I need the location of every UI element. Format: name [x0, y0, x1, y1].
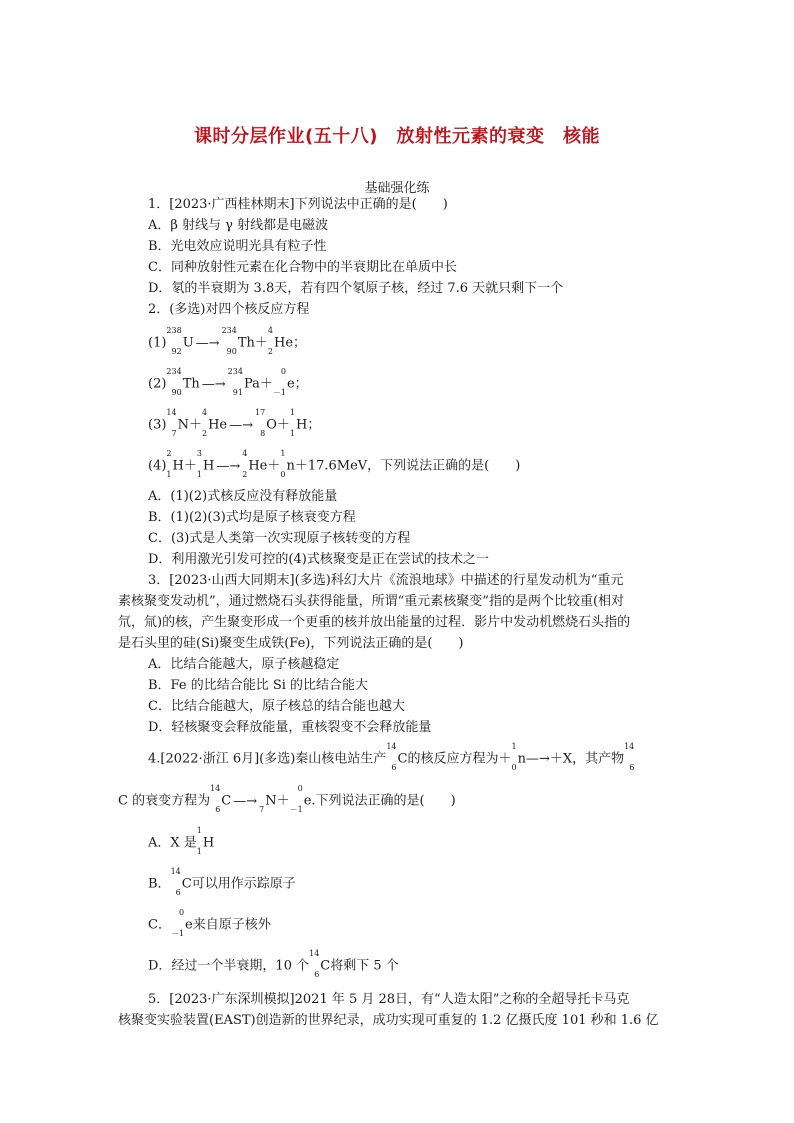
q1-option-d: D．氡的半衰期为 3.8天，若有四个氡原子核，经过 7.6 天就只剩下一个 — [148, 281, 564, 296]
nuclide: 238 92 U — [166, 326, 194, 356]
nuclide: 0 －1 e — [170, 908, 193, 938]
section-heading: 基础强化练 — [364, 181, 430, 196]
nuclide: 14 7 N — [166, 408, 189, 438]
nuclide: 234 90 Th — [221, 326, 255, 356]
nuclide: 4 2 He — [267, 326, 294, 356]
q2-option-a: A．(1)(2)式核反应没有释放能量 — [148, 489, 338, 504]
eq-label: (4) — [148, 458, 167, 474]
q3-option-c: C．比结合能越大，原子核总的结合能也越大 — [148, 699, 405, 714]
nuclide: 14 6 C — [210, 784, 232, 814]
q2-equation-2: (2) 234 90 Th —→ 234 91 Pa＋ 0 －1 e； — [148, 367, 308, 397]
q4-option-c: C． 0 －1 e来自原子核外 — [148, 908, 271, 938]
nuclide: 17 8 O — [255, 408, 277, 438]
nuclide: 4 2 He — [202, 408, 228, 438]
nuclide: 14 6 C — [170, 867, 192, 897]
eq-label: (1) — [148, 335, 167, 351]
eq-label: (3) — [148, 417, 167, 433]
q1-option-c: C．同种放射性元素在化合物中的半衰期比在单质中长 — [148, 260, 457, 275]
nuclide: 3 1 H — [196, 449, 215, 479]
reaction-arrow: —→ — [233, 793, 258, 809]
nuclide: 1 1 H — [196, 826, 215, 856]
q3-option-d: D．轻核聚变会释放能量，重核裂变不会释放能量 — [148, 720, 432, 735]
nuclide: 234 90 Th — [166, 367, 200, 397]
eq-label: (2) — [148, 376, 167, 392]
q4-option-b: B． 14 6 C可以用作示踪原子 — [148, 867, 296, 897]
q1-option-b: B．光电效应说明光具有粒子性 — [148, 239, 327, 254]
q2-equation-4: (4) 2 1 H＋ 3 1 H —→ 4 2 He＋ 1 0 n＋17.6MeV，下列说法正确的是( ) — [148, 449, 521, 479]
nuclide: 1 0 n — [280, 449, 295, 479]
q2-stem: 2．(多选)对四个核反应方程 — [148, 302, 310, 317]
q3-stem-line-4: 是石头里的硅(Si)聚变生成铁(Fe)，下列说法正确的是( ) — [118, 636, 464, 651]
nuclide: 234 91 Pa — [227, 367, 260, 397]
q5-stem-line-1: 5．[2023·广东深圳模拟]2021 年 5 月 28日，有“人造太阳”之称的全超导托卡马克 — [148, 992, 630, 1007]
reaction-arrow: —→ — [229, 417, 254, 433]
q2-option-d: D．利用激光引发可控的(4)式核聚变是正在尝试的技术之一 — [148, 552, 489, 567]
q1-option-a: A．β 射线与 γ 射线都是电磁波 — [148, 218, 329, 233]
q2-option-c: C．(3)式是人类第一次实现原子核转变的方程 — [148, 531, 411, 546]
q4-option-d: D．经过一个半衰期，10 个 14 6 C将剩下 5 个 — [148, 949, 399, 979]
nuclide: 7 N — [259, 793, 277, 814]
nuclide: 1 0 n — [511, 742, 526, 772]
page-title: 课时分层作业(五十八) 放射性元素的衰变 核能 — [194, 126, 600, 147]
q5-stem-line-2: 核聚变实验装置(EAST)创造新的世界纪录，成功实现可重复的 1.2 亿摄氏度 101 秒和 1.6 亿 — [118, 1013, 659, 1028]
reaction-arrow: —→ — [195, 335, 220, 351]
reaction-arrow: —→ — [201, 376, 226, 392]
q4-option-a: A．X 是 1 1 H — [148, 826, 215, 856]
nuclide: 1 1 H — [289, 408, 308, 438]
q2-equation-1: (1) 238 92 U —→ 234 90 Th＋ 4 2 He； — [148, 326, 307, 356]
q4-stem-line-2: C 的衰变方程为 14 6 C —→ 7 N＋ 0 －1 e.下列说法正确的是( ) — [118, 784, 456, 814]
q3-stem-line-3: 氘，氚)的核，产生聚变形成一个更重的核并放出能量的过程．影片中发动机燃烧石头指的 — [118, 615, 631, 630]
q4-stem-line-1: 4.[2022·浙江 6月](多选)秦山核电站生产 14 6 C的核反应方程为＋ 1 0 n—→＋X，其产物 14 6 — [148, 742, 635, 772]
nuclide: 14 6 — [624, 742, 635, 772]
q3-stem-line-1: 3．[2023·山西大同期末](多选)科幻大片《流浪地球》中描述的行星发动机为“重元 — [148, 573, 624, 588]
nuclide: 14 6 C — [386, 742, 408, 772]
q3-stem-line-2: 素核聚变发动机”，通过燃烧石头获得能量，所谓“重元素核聚变”指的是两个比较重(相对 — [118, 594, 625, 609]
q3-option-b: B．Fe 的比结合能比 Si 的比结合能大 — [148, 678, 369, 693]
nuclide: 4 2 He — [242, 449, 268, 479]
nuclide: 0 －1 e — [289, 784, 312, 814]
nuclide: 2 1 H — [166, 449, 184, 479]
q3-option-a: A．比结合能越大，原子核越稳定 — [148, 657, 340, 672]
q2-option-b: B．(1)(2)(3)式均是原子核衰变方程 — [148, 510, 356, 525]
nuclide: 0 －1 e — [272, 367, 295, 397]
nuclide: 14 6 C — [309, 949, 331, 979]
q2-equation-3: (3) 14 7 N＋ 4 2 He —→ 17 8 O＋ 1 1 H； — [148, 408, 321, 438]
reaction-arrow: —→ — [216, 458, 241, 474]
q1-stem: 1．[2023·广西桂林期末]下列说法中正确的是( ) — [148, 197, 448, 212]
